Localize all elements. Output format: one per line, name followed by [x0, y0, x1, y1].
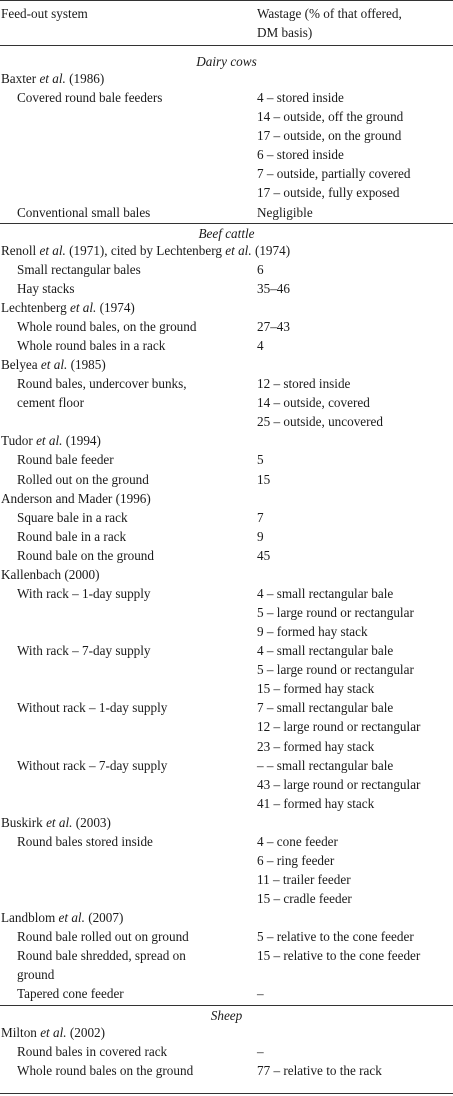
table-row — [0, 336, 453, 355]
table-row — [0, 927, 453, 946]
wastage-cell: 12 – large round or rectangular — [257, 719, 421, 735]
table-row — [0, 145, 453, 164]
study-reference: Buskirk et al. (2003) — [1, 814, 111, 830]
wastage-cell: – — [257, 1043, 264, 1059]
wastage-cell: 4 – small rectangular bale — [257, 585, 394, 601]
wastage-cell: 43 – large round or rectangular — [257, 776, 421, 792]
feed-out-system-cell: Whole round bales, on the ground — [17, 318, 197, 334]
study-reference: Belyea et al. (1985) — [1, 357, 106, 373]
table-row — [0, 241, 453, 260]
feed-out-system-cell: Without rack – 1-day supply — [17, 700, 168, 716]
wastage-cell: – – small rectangular bale — [257, 757, 394, 773]
table-row — [0, 813, 453, 832]
table-row — [0, 508, 453, 527]
table-row — [0, 984, 453, 1003]
table-row — [0, 412, 453, 431]
table-row — [0, 431, 453, 450]
table-row — [0, 317, 453, 336]
table-row — [0, 88, 453, 107]
table-row — [0, 1023, 453, 1042]
wastage-cell: 11 – trailer feeder — [257, 872, 351, 887]
wastage-cell: 41 – formed hay stack — [257, 795, 375, 811]
table-row — [0, 756, 453, 775]
feed-out-system-cell: With rack – 7-day supply — [17, 643, 151, 659]
table-row — [0, 660, 453, 679]
table-row — [0, 565, 453, 584]
feed-out-system-cell: Without rack – 7-day supply — [17, 757, 168, 773]
section-heading: Sheep — [210, 1007, 243, 1023]
table-row — [0, 527, 453, 546]
feed-out-system-cell: Tapered cone feeder — [17, 986, 124, 1002]
table-row — [0, 622, 453, 641]
table-row — [0, 946, 453, 965]
table-row — [0, 889, 453, 908]
wastage-cell: 35–46 — [257, 280, 290, 296]
header-wastage-line1: Wastage (% of that offered, — [257, 6, 402, 21]
wastage-cell: 5 – large round or rectangular — [257, 662, 414, 678]
wastage-cell: 7 — [257, 509, 264, 525]
wastage-cell: 15 – formed hay stack — [257, 681, 375, 697]
table-row — [0, 832, 453, 851]
feed-out-system-cell: Round bale in a rack — [17, 528, 127, 544]
study-reference: Milton et al. (2002) — [1, 1024, 106, 1040]
wastage-cell: 15 — [257, 471, 271, 487]
wastage-cell: 25 – outside, uncovered — [257, 414, 383, 430]
table-row — [0, 870, 453, 889]
wastage-cell: 14 – outside, off the ground — [257, 109, 404, 125]
wastage-cell: 6 – stored inside — [257, 147, 344, 163]
study-reference: Kallenbach (2000) — [1, 566, 100, 582]
wastage-cell: 27–43 — [257, 318, 290, 334]
feed-out-system-cell: Round bales in covered rack — [17, 1043, 168, 1059]
study-reference: Landblom et al. (2007) — [1, 910, 124, 926]
table-row — [0, 126, 453, 145]
feed-out-system-cell: Round bale on the ground — [17, 547, 154, 563]
table-row — [0, 908, 453, 927]
study-reference: Anderson and Mader (1996) — [1, 490, 151, 506]
table-row — [0, 546, 453, 565]
table-row — [0, 489, 453, 508]
study-reference: Baxter et al. (1986) — [1, 71, 105, 87]
header-wastage-line2: DM basis) — [257, 25, 313, 40]
wastage-cell: – — [257, 986, 264, 1002]
wastage-cell: 6 – ring feeder — [257, 852, 335, 868]
table-row — [0, 470, 453, 489]
feed-out-system-cell: Round bale shredded, spread on — [17, 948, 186, 964]
section-heading: Beef cattle — [198, 225, 255, 241]
feed-out-system-cell: Hay stacks — [17, 280, 75, 296]
study-reference: Lechtenberg et al. (1974) — [1, 299, 135, 315]
table-row — [0, 279, 453, 298]
study-reference: Renoll et al. (1971), cited by Lechtenberg et al. (1974) — [1, 242, 291, 258]
feed-out-system-cell: With rack – 1-day supply — [17, 585, 151, 601]
feed-out-system-cell: Round bales, undercover bunks, — [17, 376, 187, 392]
feed-out-system-cell: Round bales stored inside — [17, 833, 153, 849]
wastage-cell: 4 – cone feeder — [257, 833, 338, 849]
wastage-cell: 5 – large round or rectangular — [257, 605, 414, 621]
study-reference: Tudor et al. (1994) — [1, 433, 101, 449]
table-row — [0, 203, 453, 222]
table-row — [0, 355, 453, 374]
feed-out-system-cell: Square bale in a rack — [17, 509, 128, 525]
table-row — [0, 298, 453, 317]
feed-out-system-cell: Round bale rolled out on ground — [17, 929, 189, 945]
wastage-cell: 23 – formed hay stack — [257, 738, 375, 754]
table-top-rule — [0, 0, 453, 1]
wastage-cell: 7 – small rectangular bale — [257, 700, 394, 716]
table-row — [0, 260, 453, 279]
table-row — [0, 698, 453, 717]
wastage-cell: 15 – cradle feeder — [257, 891, 352, 907]
wastage-cell: 15 – relative to the cone feeder — [257, 948, 421, 964]
wastage-cell: 77 – relative to the rack — [257, 1062, 382, 1078]
wastage-cell: Negligible — [257, 204, 313, 220]
wastage-cell: 9 – formed hay stack — [257, 624, 368, 640]
table-row — [0, 183, 453, 202]
wastage-cell: 12 – stored inside — [257, 376, 351, 392]
wastage-cell: 17 – outside, fully exposed — [257, 185, 400, 201]
wastage-cell: 4 – small rectangular bale — [257, 643, 394, 659]
table-row — [0, 794, 453, 813]
wastage-cell: 14 – outside, covered — [257, 395, 370, 411]
section-heading: Dairy cows — [196, 54, 257, 69]
feed-out-system-cell: Rolled out on the ground — [17, 471, 149, 487]
feed-out-system-cell: cement floor — [17, 395, 85, 411]
wastage-cell: 45 — [257, 547, 271, 563]
table-row — [0, 603, 453, 622]
feed-out-system-cell: Small rectangular bales — [17, 261, 141, 277]
feed-out-system-cell: Whole round bales in a rack — [17, 338, 166, 354]
table-row — [0, 717, 453, 736]
table-row — [0, 450, 453, 469]
table-row — [0, 851, 453, 870]
table-row — [0, 107, 453, 126]
table-row — [0, 679, 453, 698]
feed-out-system-cell: ground — [17, 967, 55, 983]
table-row — [0, 374, 453, 393]
table-bottom-rule — [0, 1093, 453, 1094]
feed-out-system-cell: Conventional small bales — [17, 204, 151, 220]
table-row — [0, 641, 453, 660]
table-row — [0, 1061, 453, 1080]
wastage-cell: 6 — [257, 261, 264, 277]
wastage-cell: 17 – outside, on the ground — [257, 128, 402, 144]
wastage-cell: 7 – outside, partially covered — [257, 166, 411, 182]
table-row — [0, 737, 453, 756]
table-row — [0, 164, 453, 183]
table-row — [0, 1042, 453, 1061]
feed-out-system-cell: Round bale feeder — [17, 452, 114, 468]
feed-out-system-cell: Covered round bale feeders — [17, 90, 163, 106]
table-row — [0, 775, 453, 794]
table-row — [0, 393, 453, 412]
wastage-cell: 5 — [257, 452, 264, 468]
header-feed-out-system: Feed-out system — [1, 6, 88, 21]
table-row — [0, 584, 453, 603]
wastage-cell: 4 — [257, 338, 264, 354]
wastage-cell: 9 — [257, 528, 264, 544]
table-row — [0, 965, 453, 984]
table-row — [0, 69, 453, 88]
feed-out-system-cell: Whole round bales on the ground — [17, 1062, 194, 1078]
header-bottom-rule — [0, 45, 453, 46]
wastage-cell: 4 – stored inside — [257, 90, 344, 106]
wastage-cell: 5 – relative to the cone feeder — [257, 929, 414, 945]
